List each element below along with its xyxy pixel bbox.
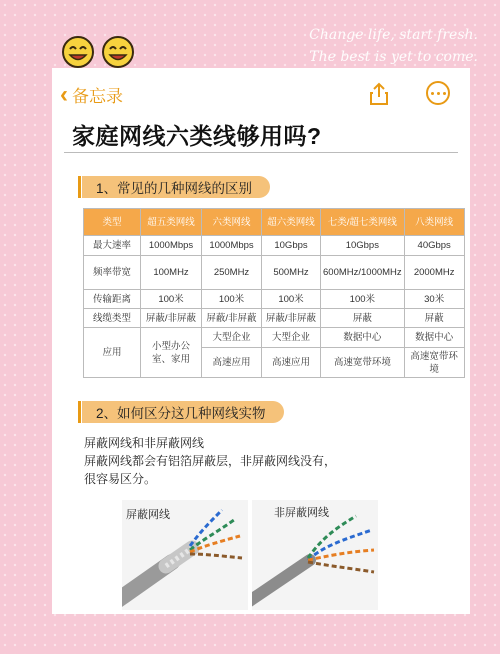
table-cell: 高速宽带环境 (321, 348, 405, 378)
table-row (84, 290, 465, 309)
share-icon[interactable] (368, 82, 390, 106)
decor-line-2: The best is yet to come. (309, 49, 478, 65)
table-cell: 250MHz (202, 256, 262, 290)
table-cell: 100米 (141, 290, 202, 309)
more-options-button[interactable] (426, 81, 450, 105)
table-cell: 500MHz (262, 256, 321, 290)
table-cell: 高速宽带环境 (404, 348, 464, 378)
table-cell: 传输距离 (84, 290, 141, 309)
table-cell: 高速应用 (202, 348, 262, 378)
table-cell: 高速应用 (262, 348, 321, 378)
table-cell: 1000Mbps (141, 236, 202, 256)
table-cell: 小型办公室、家用 (141, 328, 202, 378)
shielded-cable-photo (122, 500, 248, 610)
smiley-faces-icon (58, 34, 144, 70)
table-cell: 应用 (84, 328, 141, 378)
table-row (84, 256, 465, 290)
dot-icon (443, 92, 446, 95)
table-cell: 1000Mbps (202, 236, 262, 256)
section-2-label: 2、如何区分这几种网线实物 (96, 406, 266, 421)
table-cell: 100米 (202, 290, 262, 309)
table-cell: 30米 (404, 290, 464, 309)
table-cell: 大型企业 (202, 328, 262, 348)
table-cell: 线缆类型 (84, 309, 141, 328)
table-cell: 屏蔽/非屏蔽 (202, 309, 262, 328)
table-cell: 100米 (321, 290, 405, 309)
dot-icon (431, 92, 434, 95)
table-header-cell: 八类网线 (404, 209, 464, 236)
back-label: 备忘录 (72, 87, 123, 106)
paragraph-line: 屏蔽网线都会有铝箔屏蔽层，非屏蔽网线没有， (84, 454, 337, 468)
table-cell: 屏蔽 (321, 309, 405, 328)
table-cell: 屏蔽 (404, 309, 464, 328)
table-cell: 10Gbps (262, 236, 321, 256)
table-header-cell: 类型 (84, 209, 141, 236)
section-heading-1 (82, 176, 270, 198)
dot-icon (437, 92, 440, 95)
table-cell: 数据中心 (404, 328, 464, 348)
section-1-label: 1、常见的几种网线的区别 (96, 181, 253, 196)
table-cell: 100米 (262, 290, 321, 309)
table-cell: 大型企业 (262, 328, 321, 348)
table-header-cell: 超六类网线 (262, 209, 321, 236)
unshielded-cable-label: 非屏蔽网线 (274, 507, 329, 519)
paragraph-line: 屏蔽网线和非屏蔽网线 (84, 436, 205, 450)
table-cell: 40Gbps (404, 236, 464, 256)
table-header-row (84, 209, 465, 236)
table-cell: 屏蔽/非屏蔽 (141, 309, 202, 328)
decor-line-1: Change life, start fresh. (309, 27, 478, 43)
table-cell: 100MHz (141, 256, 202, 290)
section-heading-2 (82, 401, 284, 423)
table-row (84, 309, 465, 328)
table-header-cell: 超五类网线 (141, 209, 202, 236)
title-divider (64, 152, 458, 153)
unshielded-cable-photo (252, 500, 378, 610)
table-row (84, 328, 465, 348)
table-cell: 2000MHz (404, 256, 464, 290)
table-row (84, 236, 465, 256)
table-cell: 频率带宽 (84, 256, 141, 290)
table-cell: 最大速率 (84, 236, 141, 256)
table-cell: 600MHz/1000MHz (321, 256, 405, 290)
paragraph-line: 很容易区分。 (84, 472, 157, 486)
back-button[interactable] (60, 82, 123, 107)
cable-comparison-table (83, 208, 465, 378)
table-header-cell: 六类网线 (202, 209, 262, 236)
table-cell: 屏蔽/非屏蔽 (262, 309, 321, 328)
decorative-script-text (300, 24, 478, 68)
table-cell: 10Gbps (321, 236, 405, 256)
chevron-left-icon: ‹ (60, 80, 68, 108)
shielded-cable-label: 屏蔽网线 (126, 509, 170, 521)
page-title: 家庭网线六类线够用吗? (72, 123, 322, 149)
table-cell: 数据中心 (321, 328, 405, 348)
table-header-cell: 七类/超七类网线 (321, 209, 405, 236)
memo-topbar (52, 78, 470, 112)
memo-card (52, 68, 470, 614)
explanation-paragraph (84, 434, 336, 488)
